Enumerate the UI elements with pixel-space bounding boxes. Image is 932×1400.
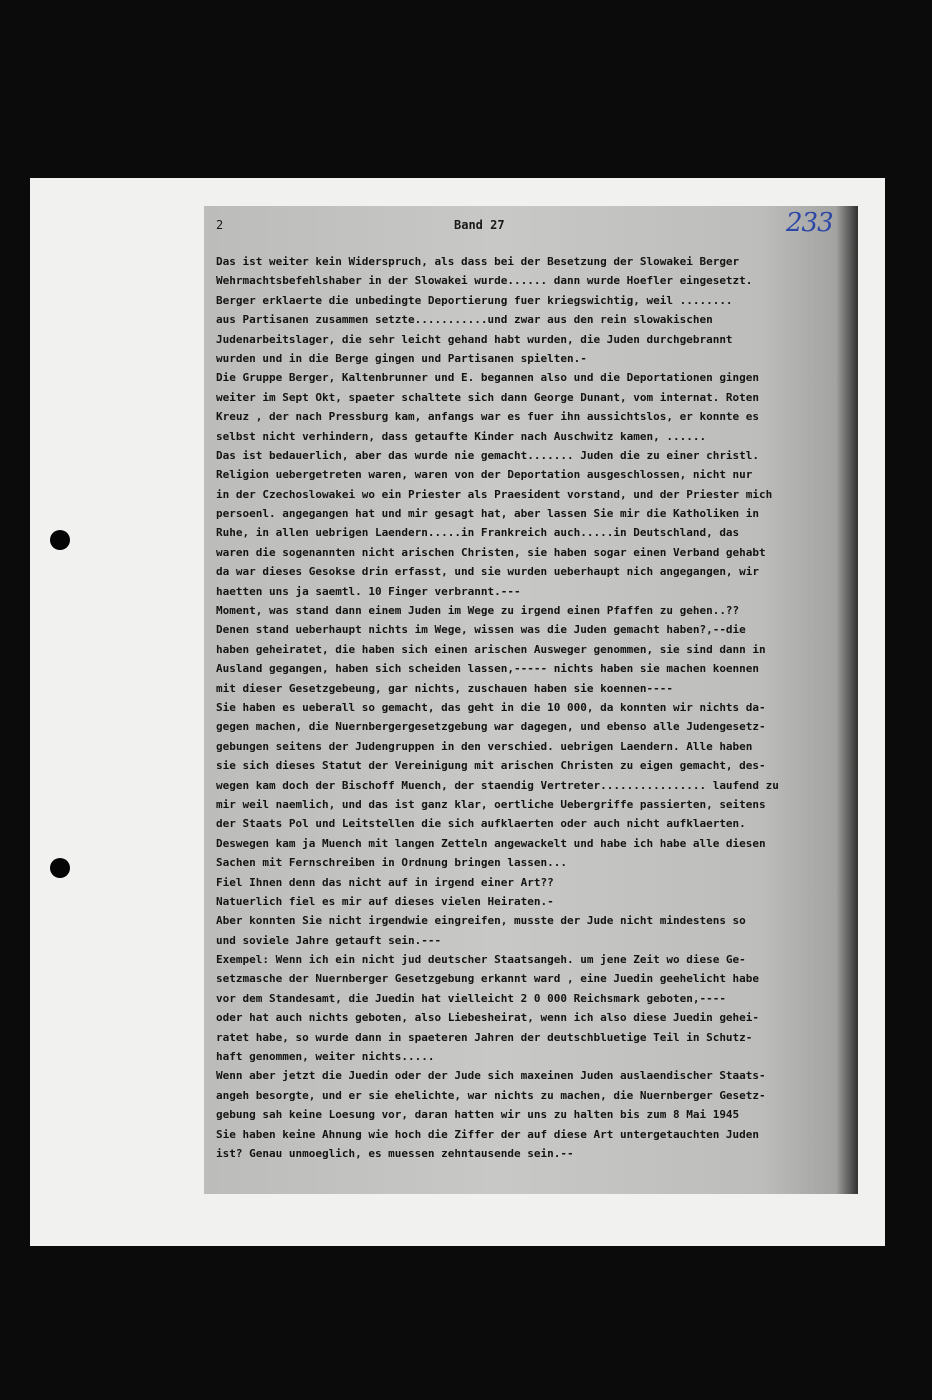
handwritten-folio-number: 233 (786, 208, 833, 238)
page-body (216, 252, 856, 1163)
text-line: Natuerlich fiel es mir auf dieses vielen Heiraten.- (216, 894, 554, 908)
text-line: haetten uns ja saemtl. 10 Finger verbrannt.--- (216, 584, 521, 598)
text-line: mir weil naemlich, und das ist ganz klar, oertliche Uebergriffe passierten, seitens (216, 797, 766, 811)
text-line: Kreuz , der nach Pressburg kam, anfangs war es fuer ihn aussichtslos, er konnte es (216, 410, 760, 424)
punch-hole-top (50, 530, 70, 550)
text-line: angeh besorgte, und er sie ehelichte, war nichts zu machen, die Nuernberger Gesetz- (216, 1088, 766, 1102)
text-line: mit dieser Gesetzgebeung, gar nichts, zuschauen haben sie koennen---- (216, 681, 673, 695)
page-shadow-edge (836, 206, 858, 1194)
text-line: und soviele Jahre getauft sein.--- (216, 933, 442, 947)
text-line: selbst nicht verhindern, dass getaufte Kinder nach Auschwitz kamen, ...... (216, 429, 707, 443)
text-line: gebung sah keine Loesung vor, daran hatten wir uns zu halten bis zum 8 Mai 1945 (216, 1108, 740, 1122)
text-line: Sie haben keine Ahnung wie hoch die Ziffer der auf diese Art untergetauchten Juden (216, 1127, 760, 1141)
text-line: der Staats Pol und Leitstellen die sich aufklaerten oder auch nicht aufklaerten. (216, 817, 746, 831)
text-line: Das ist bedauerlich, aber das wurde nie gemacht....... Juden die zu einer christl. (216, 448, 760, 462)
text-line: da war dieses Gesokse drin erfasst, und sie wurden ueberhaupt nich angegangen, wir (216, 565, 760, 579)
text-line: sie sich dieses Statut der Vereinigung mit arischen Christen zu eigen gemacht, des- (216, 759, 766, 773)
text-line: Denen stand ueberhaupt nichts im Wege, wissen was die Juden gemacht haben?,--die (216, 623, 746, 637)
text-line: Sie haben es ueberall so gemacht, das geht in die 10 000, da konnten wir nichts da- (216, 700, 766, 714)
text-line: oder hat auch nichts geboten, also Liebesheirat, wenn ich also diese Juedin gehei- (216, 1011, 760, 1025)
text-line: haft genommen, weiter nichts..... (216, 1050, 435, 1064)
page-header (204, 206, 858, 242)
text-line: setzmasche der Nuernberger Gesetzgebung erkannt ward , eine Juedin geehelicht habe (216, 972, 760, 986)
text-line: Ruhe, in allen uebrigen Laendern.....in Frankreich auch.....in Deutschland, das (216, 526, 740, 540)
text-line: Deswegen kam ja Muench mit langen Zetteln angewackelt und habe ich habe alle diesen (216, 836, 766, 850)
text-line: aus Partisanen zusammen setzte...........und zwar aus den rein slowakischen (216, 313, 713, 327)
text-line: in der Czechoslowakei wo ein Priester als Praesident vorstand, und der Priester mich (216, 487, 773, 501)
typewritten-page (204, 206, 858, 1194)
text-line: waren die sogenannten nicht arischen Christen, sie haben sogar einen Verband gehabt (216, 545, 766, 559)
text-line: Religion uebergetreten waren, waren von der Deportation ausgeschlossen, nicht nur (216, 468, 753, 482)
text-line: Ausland gegangen, haben sich scheiden lassen,----- nichts haben sie machen koennen (216, 662, 760, 676)
text-line: Sachen mit Fernschreiben in Ordnung bringen lassen... (216, 856, 567, 870)
text-line: wurden und in die Berge gingen und Partisanen spielten.- (216, 351, 587, 365)
text-line: ratet habe, so wurde dann in spaeteren Jahren der deutschbluetige Teil in Schutz- (216, 1030, 753, 1044)
text-line: Berger erklaerte die unbedingte Deportierung fuer kriegswichtig, weil ........ (216, 293, 733, 307)
page-number: 2 (216, 218, 224, 232)
text-line: ist? Genau unmoeglich, es muessen zehntausende sein.-- (216, 1146, 574, 1160)
text-line: gegen machen, die Nuernbergergesetzgebung war dagegen, und ebenso alle Judengesetz- (216, 720, 766, 734)
text-line: Judenarbeitslager, die sehr leicht gehand habt wurden, die Juden durchgebrannt (216, 332, 733, 346)
text-line: persoenl. angegangen hat und mir gesagt hat, aber lassen Sie mir die Katholiken in (216, 507, 760, 521)
text-line: weiter im Sept Okt, spaeter schaltete sich dann George Dunant, vom internat. Roten (216, 390, 760, 404)
text-line: Wehrmachtsbefehlshaber in der Slowakei wurde...... dann wurde Hoefler eingesetzt. (216, 274, 753, 288)
text-line: Aber konnten Sie nicht irgendwie eingreifen, musste der Jude nicht mindestens so (216, 914, 746, 928)
text-line: gebungen seitens der Judengruppen in den verschied. uebrigen Laendern. Alle haben (216, 739, 753, 753)
text-line: wegen kam doch der Bischoff Muench, der staendig Vertreter................ laufend zu (216, 778, 779, 792)
text-line: Fiel Ihnen denn das nicht auf in irgend einer Art?? (216, 875, 554, 889)
text-line: vor dem Standesamt, die Juedin hat vielleicht 2 0 000 Reichsmark geboten,---- (216, 991, 726, 1005)
volume-header: Band 27 (454, 218, 505, 232)
punch-hole-bottom (50, 858, 70, 878)
text-line: Moment, was stand dann einem Juden im Wege zu irgend einen Pfaffen zu gehen..?? (216, 604, 740, 618)
text-line: Exempel: Wenn ich ein nicht jud deutscher Staatsangeh. um jene Zeit wo diese Ge- (216, 953, 746, 967)
text-line: Wenn aber jetzt die Juedin oder der Jude sich maxeinen Juden auslaendischer Staats- (216, 1069, 766, 1083)
text-line: Das ist weiter kein Widerspruch, als dass bei der Besetzung der Slowakei Berger (216, 255, 740, 268)
text-line: Die Gruppe Berger, Kaltenbrunner und E. begannen also und die Deportationen gingen (216, 371, 760, 385)
text-line: haben geheiratet, die haben sich einen arischen Ausweger genommen, sie sind dann in (216, 642, 766, 656)
